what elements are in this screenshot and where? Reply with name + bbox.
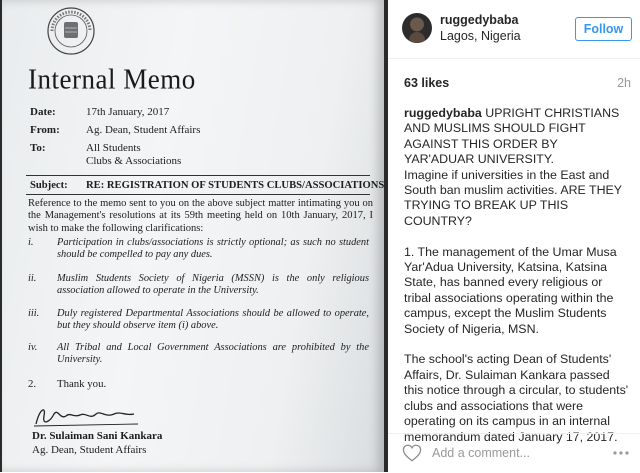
item-text: Duly registered Departmental Associations should be allowed to operate, but they should observe item (i) above. (57, 308, 369, 332)
item-number: i. (28, 237, 34, 248)
divider (26, 194, 370, 195)
divider (26, 175, 370, 176)
memo-title: Internal Memo (28, 63, 196, 95)
caption-paragraph: 1. The management of the Umar Musa Yar'Adua University, Katsina, Katsina State, has banned every religious or tribal associations operating within the campus, except the Muslim Students Society of Nigeria, MSN. (404, 244, 617, 336)
likes-count[interactable]: 63 likes (404, 76, 450, 90)
heart-icon[interactable] (402, 444, 422, 462)
post-location[interactable]: Lagos, Nigeria (440, 29, 521, 43)
avatar[interactable] (402, 13, 432, 43)
item-number: iii. (28, 308, 40, 319)
memo-subject (30, 180, 384, 191)
university-crest-logo (46, 6, 96, 56)
post-timestamp: 2h (617, 76, 631, 90)
memo-intro: Reference to the memo sent to you on the above subject matter intimating you on the Management's resolutions at its 59th meeting held on 10th January, 2017, I wish to make the following clarifications: (28, 198, 373, 234)
to-value-line2: Clubs & Associations (86, 155, 182, 167)
signer-name: Dr. Sulaiman Sani Kankara (32, 430, 163, 442)
comment-input[interactable] (432, 443, 604, 463)
caption-text: UPRIGHT CHRISTIANS AND MUSLIMS SHOULD FIGHT AGAINST THIS ORDER BY YAR'ADUAR UNIVERSITY. Imagine if universities in the East and South ban muslim activities. ARE THEY TRYING TO BREAK UP THIS COUNTRY? (404, 106, 622, 228)
item-text: Muslim Students Society of Nigeria (MSSN) is the only religious association allowed to operate in the University. (57, 273, 369, 297)
caption-paragraph: The school's acting Dean of Students' Affairs, Dr. Sulaiman Kankara passed this notice through a circular, to students' clubs and associations that were operating on its campus in an internal memorandum dated January 17, 2017. (404, 352, 629, 444)
from-value: Ag. Dean, Student Affairs (86, 124, 201, 136)
post-caption (404, 106, 630, 460)
item-number: ii. (28, 273, 37, 284)
date-value: 17th January, 2017 (86, 106, 170, 118)
item-text: All Tribal and Local Government Associations are prohibited by the University. (57, 342, 369, 366)
post-username[interactable]: ruggedybaba (440, 13, 519, 27)
to-label: To: (30, 142, 46, 154)
subject-label: Subject: (30, 180, 68, 191)
date-label: Date: (30, 106, 56, 118)
caption-paragraph (404, 106, 630, 229)
comment-bar (388, 433, 640, 473)
post-panel (388, 0, 640, 472)
to-value-line1: All Students (86, 142, 141, 154)
handwritten-signature (30, 402, 150, 430)
item-text: Participation in clubs/associations is strictly optional; as such no student should be compelled to pay any dues. (57, 237, 369, 261)
caption-username[interactable]: ruggedybaba (404, 106, 482, 120)
more-options-icon[interactable] (612, 444, 630, 462)
thanks-text: Thank you. (57, 378, 107, 390)
follow-button[interactable]: Follow (575, 17, 632, 41)
subject-value: RE: REGISTRATION OF STUDENTS CLUBS/ASSOCIATIONS (86, 180, 385, 191)
signer-role: Ag. Dean, Student Affairs (32, 444, 147, 456)
post-header (388, 0, 640, 59)
memo-document (2, 0, 384, 472)
item-number: iv. (28, 342, 38, 353)
thanks-number: 2. (28, 378, 37, 390)
from-label: From: (30, 124, 60, 136)
